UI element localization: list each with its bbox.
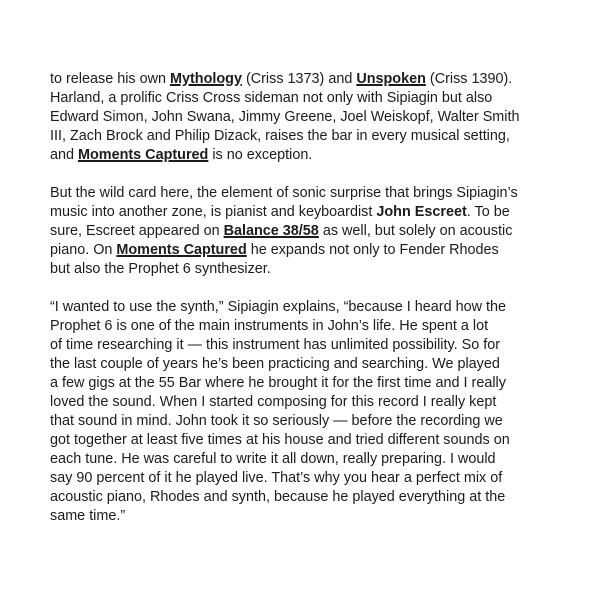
text-line <box>50 355 566 374</box>
text-line <box>50 298 566 317</box>
text-run: that sound in mind. John took it so seriously — before the recording we <box>50 413 503 429</box>
text-run: loved the sound. When I started composing for this record I really kept <box>50 394 497 410</box>
text-run: Prophet 6 is one of the main instruments in John’s life. He spent a lot <box>50 318 489 334</box>
album-link-mythology[interactable]: Mythology <box>170 71 242 87</box>
text-run: sure, Escreet appeared on <box>50 223 224 239</box>
text-run: he expands not only to Fender Rhodes <box>246 242 499 258</box>
text-run: music into another zone, is pianist and keyboardist <box>50 204 377 220</box>
artist-name: John Escreet <box>376 204 467 220</box>
text-run: (Criss 1390). <box>425 71 513 87</box>
text-line <box>50 507 566 526</box>
text-line <box>50 412 566 431</box>
text-run: (Criss 1373) and <box>241 71 357 87</box>
text-run: same time.” <box>50 508 126 524</box>
text-line <box>50 89 566 108</box>
paragraph-2 <box>50 184 566 279</box>
paragraph-1 <box>50 70 566 165</box>
text-line <box>50 146 566 165</box>
text-run: say 90 percent of it he played live. That’s why you hear a perfect mix of <box>50 470 503 486</box>
album-link-moments-captured[interactable]: Moments Captured <box>116 242 247 258</box>
text-line <box>50 108 566 127</box>
article-body <box>50 70 566 545</box>
text-run: . To be <box>466 204 510 220</box>
text-line <box>50 393 566 412</box>
text-line <box>50 336 566 355</box>
album-link-balance-38-58[interactable]: Balance 38/58 <box>223 223 319 239</box>
album-link-moments-captured[interactable]: Moments Captured <box>78 147 209 163</box>
text-run: Harland, a prolific Criss Cross sideman not only with Sipiagin but also <box>50 90 493 106</box>
text-run: Edward Simon, John Swana, Jimmy Greene, Joel Weiskopf, Walter Smith <box>50 109 520 125</box>
album-link-unspoken[interactable]: Unspoken <box>356 71 426 87</box>
text-run: of time researching it — this instrument has unlimited possibility. So for <box>50 337 501 353</box>
text-line <box>50 260 566 279</box>
text-line <box>50 127 566 146</box>
text-run: is no exception. <box>208 147 313 163</box>
text-line <box>50 469 566 488</box>
text-line <box>50 450 566 469</box>
text-line <box>50 222 566 241</box>
text-run: but also the Prophet 6 synthesizer. <box>50 261 271 277</box>
paragraph-3 <box>50 298 566 526</box>
text-run: the last couple of years he’s been practicing and searching. We played <box>50 356 500 372</box>
text-run: But the wild card here, the element of sonic surprise that brings Sipiagin’s <box>50 185 518 201</box>
text-run: a few gigs at the 55 Bar where he brought it for the first time and I really <box>50 375 506 391</box>
text-run: and <box>50 147 79 163</box>
text-run: got together at least five times at his house and tried different sounds on <box>50 432 510 448</box>
text-line <box>50 374 566 393</box>
text-line <box>50 203 566 222</box>
text-run: to release his own <box>50 71 170 87</box>
text-line <box>50 184 566 203</box>
text-run: III, Zach Brock and Philip Dizack, raises the bar in every musical setting, <box>50 128 510 144</box>
text-run: piano. On <box>50 242 117 258</box>
text-run: as well, but solely on acoustic <box>318 223 513 239</box>
text-run: acoustic piano, Rhodes and synth, because he played everything at the <box>50 489 506 505</box>
text-line <box>50 488 566 507</box>
text-line <box>50 317 566 336</box>
text-run: each tune. He was careful to write it all down, really preparing. I would <box>50 451 496 467</box>
text-line <box>50 431 566 450</box>
text-line <box>50 241 566 260</box>
text-run: “I wanted to use the synth,” Sipiagin explains, “because I heard how the <box>50 299 506 315</box>
text-line <box>50 70 566 89</box>
